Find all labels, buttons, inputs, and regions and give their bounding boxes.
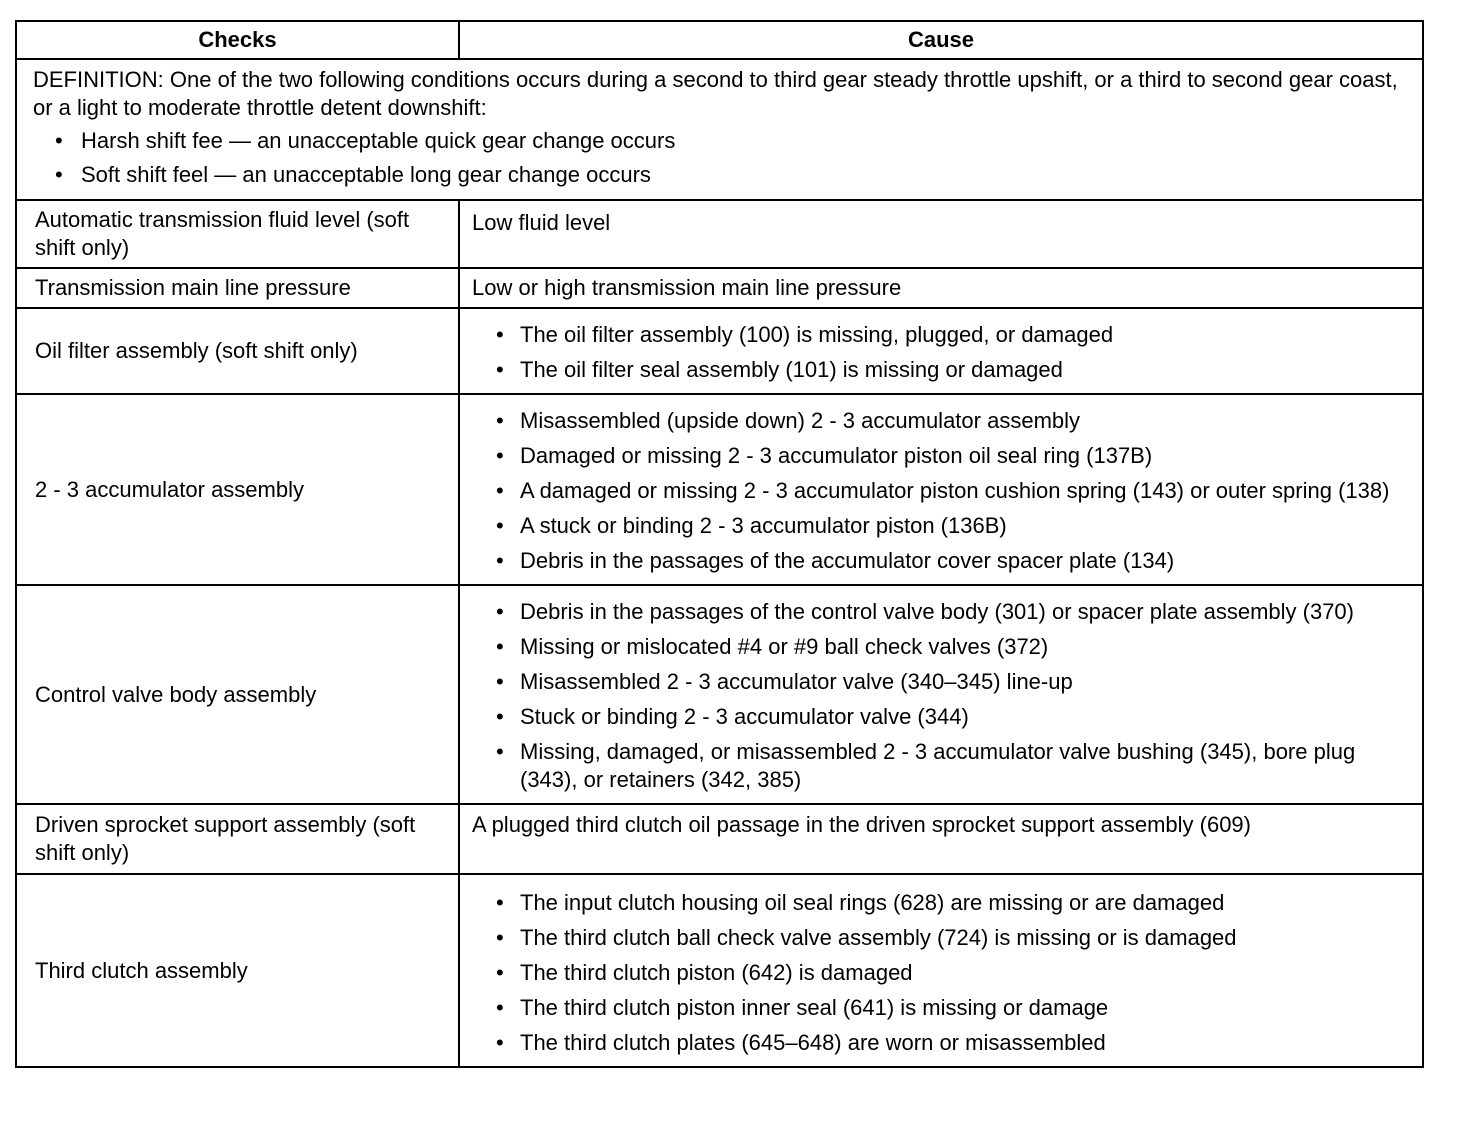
check-cell — [16, 200, 459, 268]
header-row — [16, 21, 1423, 59]
cause-bullet: • Stuck or binding 2 - 3 accumulator valve (344) — [472, 703, 1410, 731]
check-label: Transmission main line pressure — [35, 275, 351, 300]
check-cell — [16, 268, 459, 308]
cause-cell — [459, 394, 1423, 585]
cause-cell — [459, 804, 1423, 874]
check-cell — [16, 394, 459, 585]
cause-cell — [459, 874, 1423, 1067]
table-row — [16, 308, 1423, 394]
cause-bullet: • Misassembled (upside down) 2 - 3 accumulator assembly — [472, 407, 1410, 435]
definition-text: DEFINITION: One of the two following conditions occurs during a second to third gear steady throttle upshift, or a third to second gear coast, or a light to moderate throttle detent downshift: — [33, 67, 1398, 120]
cause-bullet: • Debris in the passages of the control valve body (301) or spacer plate assembly (370) — [472, 598, 1410, 626]
table-row — [16, 268, 1423, 308]
cause-bullet: • The third clutch plates (645–648) are worn or misassembled — [472, 1029, 1410, 1057]
table-row — [16, 200, 1423, 268]
cause-bullet: • The third clutch ball check valve assembly (724) is missing or is damaged — [472, 924, 1410, 952]
cause-bullet-list — [472, 889, 1410, 1057]
definition-bullet: • Harsh shift fee — an unacceptable quick gear change occurs — [33, 127, 1406, 155]
cause-bullet: • The input clutch housing oil seal rings (628) are missing or are damaged — [472, 889, 1410, 917]
cause-bullet: • Misassembled 2 - 3 accumulator valve (340–345) line-up — [472, 668, 1410, 696]
table-row — [16, 874, 1423, 1067]
definition-bullet-list — [33, 127, 1406, 189]
cause-bullet: • A damaged or missing 2 - 3 accumulator piston cushion spring (143) or outer spring (138) — [472, 477, 1410, 505]
cause-bullet: • Damaged or missing 2 - 3 accumulator piston oil seal ring (137B) — [472, 442, 1410, 470]
cause-bullet-list — [472, 598, 1410, 794]
check-cell — [16, 585, 459, 804]
cause-bullet: • Missing, damaged, or misassembled 2 - 3 accumulator valve bushing (345), bore plug (343), or retainers (342, 385) — [472, 738, 1410, 794]
definition-row — [16, 59, 1423, 200]
definition-cell — [16, 59, 1423, 200]
table-row — [16, 585, 1423, 804]
table-row — [16, 804, 1423, 874]
cause-text: Low fluid level — [472, 210, 611, 235]
cause-text: A plugged third clutch oil passage in the driven sprocket support assembly (609) — [472, 812, 1251, 837]
cause-bullet: • Debris in the passages of the accumulator cover spacer plate (134) — [472, 547, 1410, 575]
table-row — [16, 394, 1423, 585]
check-cell — [16, 874, 459, 1067]
cause-bullet: • The third clutch piston (642) is damaged — [472, 959, 1410, 987]
cause-cell — [459, 585, 1423, 804]
check-cell — [16, 804, 459, 874]
check-label: Automatic transmission fluid level (soft shift only) — [35, 207, 410, 260]
cause-bullet: • The oil filter seal assembly (101) is missing or damaged — [472, 356, 1410, 384]
cause-bullet: • The oil filter assembly (100) is missing, plugged, or damaged — [472, 321, 1410, 349]
check-label: 2 - 3 accumulator assembly — [35, 476, 304, 502]
cause-bullet: • Missing or mislocated #4 or #9 ball check valves (372) — [472, 633, 1410, 661]
check-label: Oil filter assembly (soft shift only) — [35, 338, 358, 363]
cause-cell — [459, 268, 1423, 308]
cause-column-header: Cause — [459, 21, 1423, 59]
definition-bullet: • Soft shift feel — an unacceptable long gear change occurs — [33, 161, 1406, 189]
check-cell — [16, 308, 459, 394]
check-label: Driven sprocket support assembly (soft shift only) — [35, 812, 416, 865]
cause-text: Low or high transmission main line pressure — [472, 275, 902, 300]
checks-column-header: Checks — [16, 21, 459, 59]
check-label: Control valve body assembly — [35, 681, 317, 707]
check-label: Third clutch assembly — [35, 957, 248, 983]
diagnostic-table — [15, 20, 1424, 1068]
cause-bullet-list — [472, 321, 1410, 384]
cause-bullet-list — [472, 407, 1410, 575]
cause-bullet: • A stuck or binding 2 - 3 accumulator piston (136B) — [472, 512, 1410, 540]
cause-cell — [459, 308, 1423, 394]
cause-bullet: • The third clutch piston inner seal (641) is missing or damage — [472, 994, 1410, 1022]
cause-cell — [459, 200, 1423, 268]
